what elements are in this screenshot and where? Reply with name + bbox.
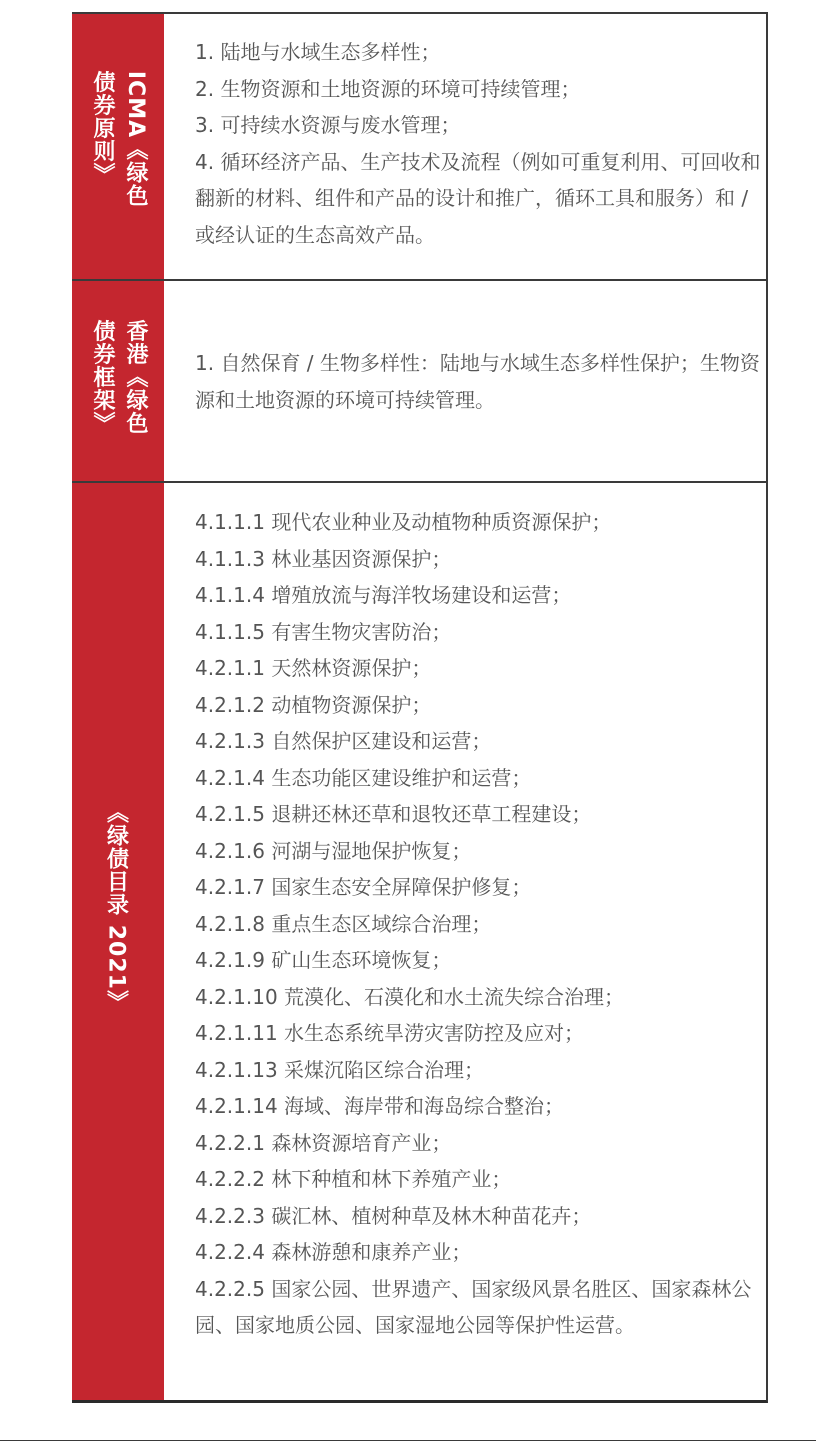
row-label-catalogue	[72, 483, 164, 1400]
list-item: 4.2.1.11 水生态系统旱涝灾害防控及应对；	[195, 1021, 585, 1045]
list-item: 4.2.1.7 国家生态安全屏障保护修复；	[195, 875, 532, 899]
list-item: 4.2.1.5 退耕还林还草和退牧还草工程建设；	[195, 802, 592, 826]
table-row-catalogue	[72, 481, 766, 1400]
label-line: 《绿债目录 2021》	[103, 800, 129, 1013]
list-item: 4.1.1.1 现代农业种业及动植物种质资源保护；	[195, 510, 612, 534]
list-item: 4.2.1.4 生态功能区建设维护和运营；	[195, 765, 532, 790]
list-item: 2. 生物资源和土地资源的环境可持续管理；	[195, 76, 581, 101]
row-content-catalogue	[164, 483, 766, 1400]
list-item: 4.2.1.3 自然保护区建设和运营；	[195, 729, 492, 753]
row-label-text	[86, 320, 152, 435]
list-item: 4. 循环经济产品、生产技术及流程（例如可重复利用、可回收和翻新的材料、组件和产品的设计和推广，循环工具和服务）和 / 或经认证的生态高效产品。	[195, 149, 761, 247]
table-row-hk	[72, 279, 766, 481]
row-content-hk	[164, 281, 766, 481]
label-line: 债券原则》	[90, 70, 115, 186]
label-line: ICMA《绿色	[123, 70, 148, 207]
green-bond-comparison-table	[72, 12, 768, 1403]
row-label-text	[100, 801, 133, 1013]
list-item: 4.1.1.3 林业基因资源保护；	[195, 546, 452, 571]
list-item: 4.2.1.9 矿山生态环境恢复；	[195, 948, 452, 972]
list-item: 4.2.2.4 森林游憩和康养产业；	[195, 1240, 472, 1264]
label-line: 香港《绿色	[123, 319, 148, 435]
list-item: 1. 自然保育 / 生物多样性：陆地与水域生态多样性保护；生物资源和土地资源的环境可持续管理。	[195, 351, 760, 412]
list-item: 4.2.2.5 国家公园、世界遗产、国家级风景名胜区、国家森林公园、国家地质公园、国家湿地公园等保护性运营。	[195, 1276, 752, 1337]
list-item: 4.2.1.1 天然林资源保护；	[195, 656, 432, 680]
table-row-icma	[72, 14, 766, 279]
list-item: 3. 可持续水资源与废水管理；	[195, 113, 461, 137]
list-item: 4.2.2.2 林下种植和林下养殖产业；	[195, 1167, 512, 1191]
row-label-icma	[72, 14, 164, 279]
row-label-hk	[72, 281, 164, 481]
list-item: 1. 陆地与水域生态多样性；	[195, 40, 441, 64]
list-item: 4.1.1.4 增殖放流与海洋牧场建设和运营；	[195, 583, 572, 607]
list-item: 4.2.2.1 森林资源培育产业；	[195, 1130, 452, 1155]
row-label-text	[86, 70, 152, 206]
list-item: 4.2.1.14 海域、海岸带和海岛综合整治；	[195, 1094, 565, 1118]
list-item: 4.2.2.3 碳汇林、植树种草及林木种苗花卉；	[195, 1203, 592, 1228]
list-item: 4.1.1.5 有害生物灾害防治；	[195, 619, 452, 644]
label-line: 债券框架》	[90, 319, 115, 435]
list-item: 4.2.1.6 河湖与湿地保护恢复；	[195, 838, 472, 863]
row-content-icma	[164, 14, 766, 279]
list-item: 4.2.1.10 荒漠化、石漠化和水土流失综合治理；	[195, 984, 625, 1009]
list-item: 4.2.1.13 采煤沉陷区综合治理；	[195, 1057, 485, 1082]
list-item: 4.2.1.8 重点生态区域综合治理；	[195, 911, 492, 936]
list-item: 4.2.1.2 动植物资源保护；	[195, 692, 432, 717]
footer-divider	[0, 1440, 816, 1441]
